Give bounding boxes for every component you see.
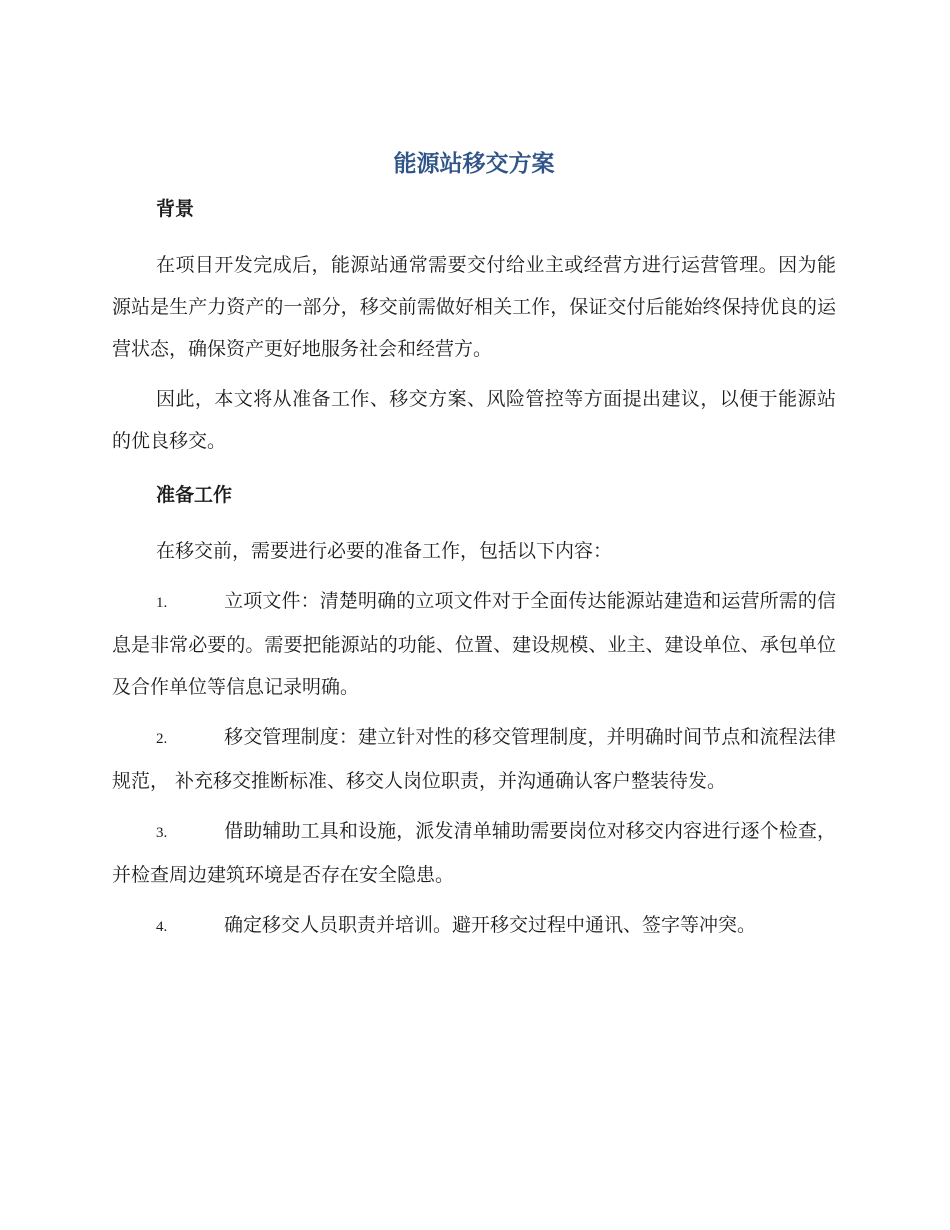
list-item-number: 1. xyxy=(156,595,168,611)
paragraph: 在项目开发完成后，能源站通常需要交付给业主或经营方进行运营管理。因为能源站是生产力资产的一部分，移交前需做好相关工作，保证交付后能始终保持优良的运营状态，确保资产更好地服务社会和经营方。 xyxy=(112,254,836,360)
list-item xyxy=(112,716,836,802)
document-page xyxy=(112,148,836,956)
list-item-number: 3. xyxy=(156,825,168,841)
list-item-text: 立项文件：清楚明确的立项文件对于全面传达能源站建造和运营所需的信息是非常必要的。需要把能源站的功能、位置、建设规模、业主、建设单位、承包单位及合作单位等信息记录明确。 xyxy=(112,590,836,698)
list-item xyxy=(112,580,836,708)
list-item xyxy=(112,904,836,948)
list-item-number: 4. xyxy=(156,919,168,935)
list-item xyxy=(112,810,836,896)
section-heading-preparation: 准备工作 xyxy=(156,484,233,506)
list-item-text: 借助辅助工具和设施，派发清单辅助需要岗位对移交内容进行逐个检查，并检查周边建筑环境是否存在安全隐患。 xyxy=(112,820,836,886)
section-heading-background: 背景 xyxy=(156,198,195,220)
list-item-text: 移交管理制度：建立针对性的移交管理制度，并明确时间节点和流程法律规范， 补充移交推断标准、移交人岗位职责，并沟通确认客户整装待发。 xyxy=(112,726,836,792)
list-item-text: 确定移交人员职责并培训。避开移交过程中通讯、签字等冲突。 xyxy=(224,914,757,936)
paragraph: 在移交前，需要进行必要的准备工作，包括以下内容： xyxy=(156,540,613,562)
document-title: 能源站移交方案 xyxy=(393,151,555,177)
list-item-number: 2. xyxy=(156,731,168,747)
paragraph: 因此，本文将从准备工作、移交方案、风险管控等方面提出建议，以便于能源站的优良移交。 xyxy=(112,388,836,452)
